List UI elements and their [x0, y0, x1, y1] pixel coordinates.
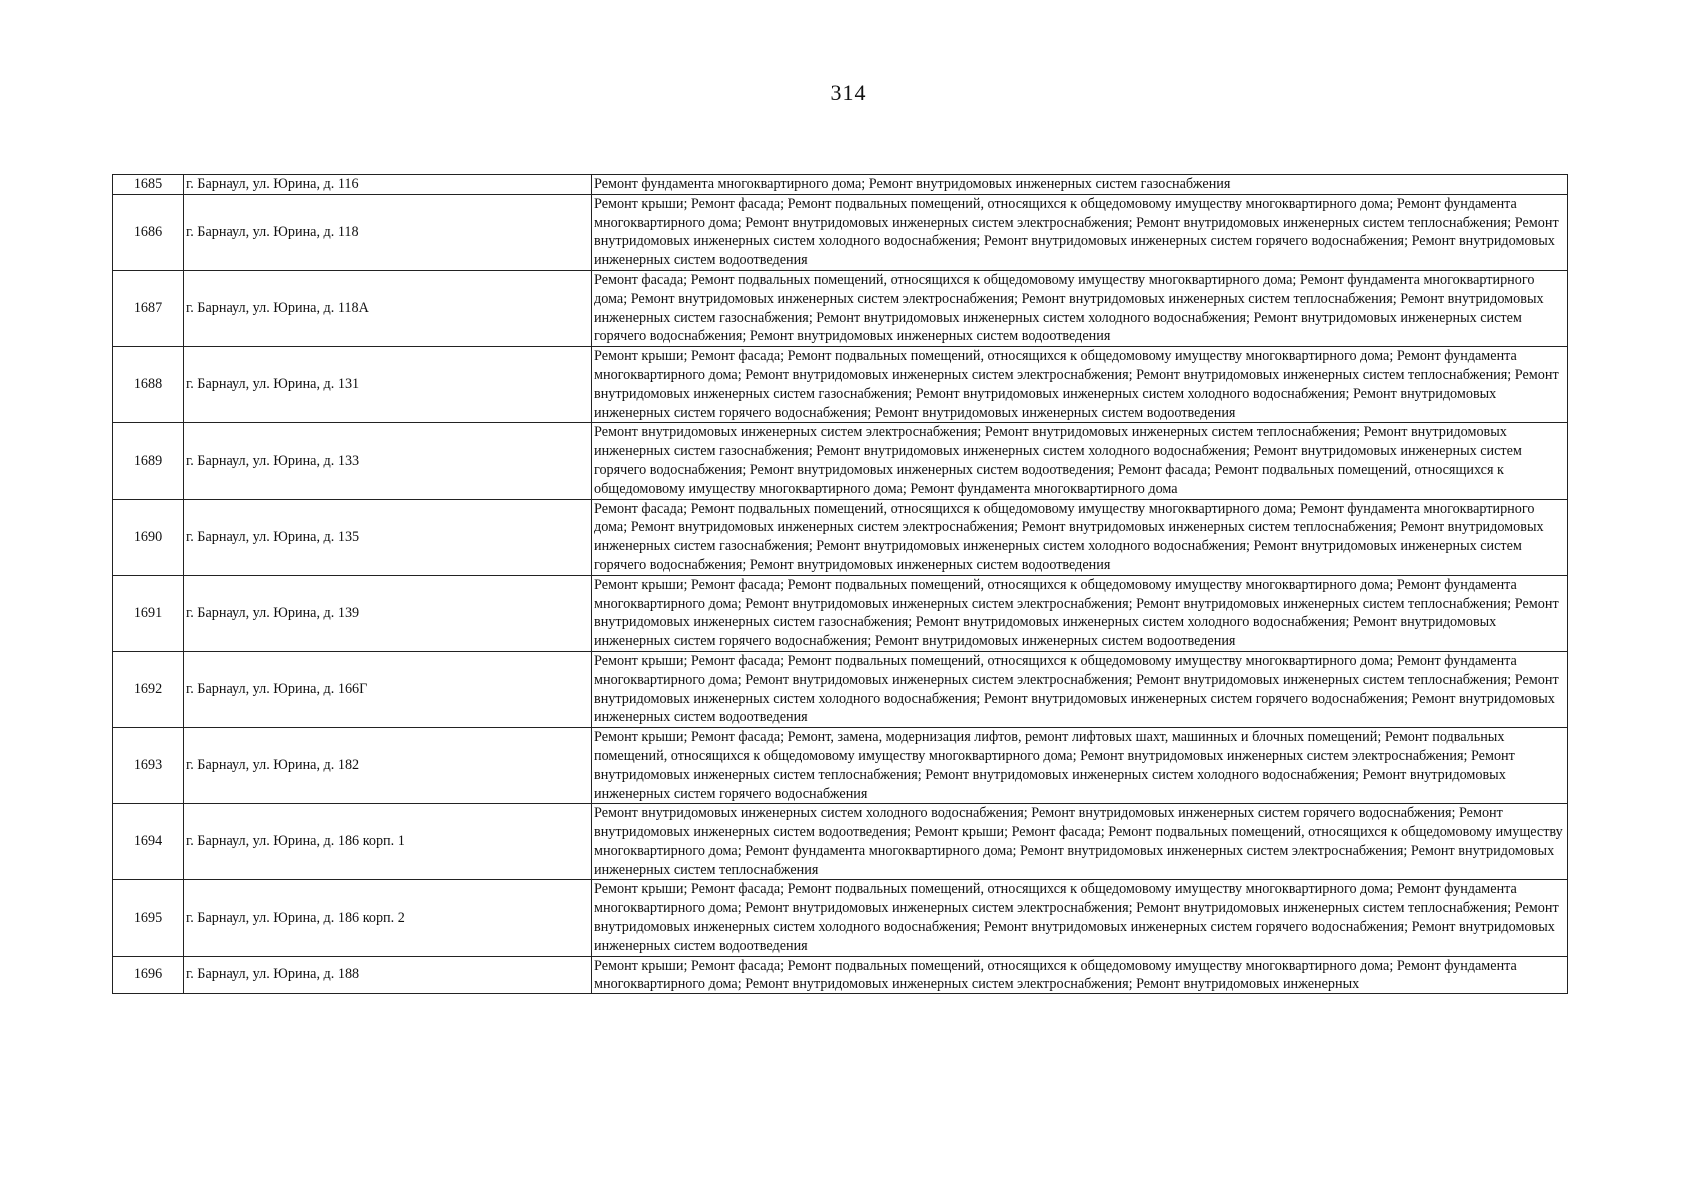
table-row [113, 270, 1568, 346]
row-number: 1685 [113, 175, 184, 195]
row-works: Ремонт внутридомовых инженерных систем электроснабжения; Ремонт внутридомовых инженерных систем теплоснабжения; Ремонт внутридомовых инженерных систем газоснабжения; Ремонт внутридомовых инженерных систем холодного водоснабжения; Ремонт внутридомовых инженерных систем горячего водоснабжения; Ремонт внутридомовых инженерных систем водоотведения; Ремонт фасада; Ремонт подвальных помещений, относящихся к общедомовому имуществу многоквартирного дома; Ремонт фундамента многоквартирного дома [592, 423, 1568, 499]
table-row [113, 651, 1568, 727]
row-address: г. Барнаул, ул. Юрина, д. 186 корп. 1 [184, 804, 592, 880]
row-works: Ремонт фасада; Ремонт подвальных помещений, относящихся к общедомовому имуществу многоквартирного дома; Ремонт фундамента многоквартирного дома; Ремонт внутридомовых инженерных систем электроснабжения; Ремонт внутридомовых инженерных систем теплоснабжения; Ремонт внутридомовых инженерных систем газоснабжения; Ремонт внутридомовых инженерных систем холодного водоснабжения; Ремонт внутридомовых инженерных систем горячего водоснабжения; Ремонт внутридомовых инженерных систем водоотведения [592, 270, 1568, 346]
row-address: г. Барнаул, ул. Юрина, д. 118 [184, 194, 592, 270]
row-works: Ремонт крыши; Ремонт фасада; Ремонт подвальных помещений, относящихся к общедомовому имуществу многоквартирного дома; Ремонт фундамента многоквартирного дома; Ремонт внутридомовых инженерных систем электроснабжения; Ремонт внутридомовых инженерных систем теплоснабжения; Ремонт внутридомовых инженерных систем газоснабжения; Ремонт внутридомовых инженерных систем холодного водоснабжения; Ремонт внутридомовых инженерных систем горячего водоснабжения; Ремонт внутридомовых инженерных систем водоотведения [592, 347, 1568, 423]
row-number: 1689 [113, 423, 184, 499]
row-number: 1686 [113, 194, 184, 270]
row-number: 1692 [113, 651, 184, 727]
row-works: Ремонт крыши; Ремонт фасада; Ремонт подвальных помещений, относящихся к общедомовому имуществу многоквартирного дома; Ремонт фундамента многоквартирного дома; Ремонт внутридомовых инженерных систем электроснабжения; Ремонт внутридомовых инженерных систем теплоснабжения; Ремонт внутридомовых инженерных систем холодного водоснабжения; Ремонт внутридомовых инженерных систем горячего водоснабжения; Ремонт внутридомовых инженерных систем водоотведения [592, 651, 1568, 727]
row-number: 1687 [113, 270, 184, 346]
row-address: г. Барнаул, ул. Юрина, д. 182 [184, 728, 592, 804]
row-address: г. Барнаул, ул. Юрина, д. 135 [184, 499, 592, 575]
row-number: 1694 [113, 804, 184, 880]
row-address: г. Барнаул, ул. Юрина, д. 166Г [184, 651, 592, 727]
row-works: Ремонт крыши; Ремонт фасада; Ремонт, замена, модернизация лифтов, ремонт лифтовых шахт, машинных и блочных помещений; Ремонт подвальных помещений, относящихся к общедомовому имуществу многоквартирного дома; Ремонт внутридомовых инженерных систем электроснабжения; Ремонт внутридомовых инженерных систем теплоснабжения; Ремонт внутридомовых инженерных систем холодного водоснабжения; Ремонт внутридомовых инженерных систем горячего водоснабжения [592, 728, 1568, 804]
row-works: Ремонт крыши; Ремонт фасада; Ремонт подвальных помещений, относящихся к общедомовому имуществу многоквартирного дома; Ремонт фундамента многоквартирного дома; Ремонт внутридомовых инженерных систем электроснабжения; Ремонт внутридомовых инженерных систем теплоснабжения; Ремонт внутридомовых инженерных систем газоснабжения; Ремонт внутридомовых инженерных систем холодного водоснабжения; Ремонт внутридомовых инженерных систем горячего водоснабжения; Ремонт внутридомовых инженерных систем водоотведения [592, 575, 1568, 651]
row-works-text: Ремонт крыши; Ремонт фасада; Ремонт подвальных помещений, относящихся к общедомовому имуществу многоквартирного дома; Ремонт фундамента многоквартирного дома; Ремонт внутридомовых инженерных систем электроснабжения; Ремонт внутридомовых инженерных [594, 957, 1517, 993]
table-row [113, 347, 1568, 423]
row-number: 1696 [113, 956, 184, 993]
row-address: г. Барнаул, ул. Юрина, д. 133 [184, 423, 592, 499]
row-works: Ремонт внутридомовых инженерных систем холодного водоснабжения; Ремонт внутридомовых инженерных систем горячего водоснабжения; Ремонт внутридомовых инженерных систем водоотведения; Ремонт крыши; Ремонт фасада; Ремонт подвальных помещений, относящихся к общедомовому имуществу многоквартирного дома; Ремонт фундамента многоквартирного дома; Ремонт внутридомовых инженерных систем электроснабжения; Ремонт внутридомовых инженерных систем теплоснабжения [592, 804, 1568, 880]
row-address: г. Барнаул, ул. Юрина, д. 186 корп. 2 [184, 880, 592, 956]
row-works [592, 956, 1568, 993]
row-number: 1691 [113, 575, 184, 651]
row-address: г. Барнаул, ул. Юрина, д. 116 [184, 175, 592, 195]
row-works: Ремонт фундамента многоквартирного дома; Ремонт внутридомовых инженерных систем газоснабжения [592, 175, 1568, 195]
row-number: 1693 [113, 728, 184, 804]
table-row [113, 956, 1568, 993]
row-address: г. Барнаул, ул. Юрина, д. 188 [184, 956, 592, 993]
table-row [113, 575, 1568, 651]
table-row [113, 499, 1568, 575]
table-row [113, 880, 1568, 956]
table-row [113, 423, 1568, 499]
works-table [112, 174, 1568, 994]
row-address: г. Барнаул, ул. Юрина, д. 118А [184, 270, 592, 346]
page-number: 314 [830, 80, 867, 105]
row-number: 1688 [113, 347, 184, 423]
row-number: 1690 [113, 499, 184, 575]
row-works: Ремонт крыши; Ремонт фасада; Ремонт подвальных помещений, относящихся к общедомовому имуществу многоквартирного дома; Ремонт фундамента многоквартирного дома; Ремонт внутридомовых инженерных систем электроснабжения; Ремонт внутридомовых инженерных систем теплоснабжения; Ремонт внутридомовых инженерных систем холодного водоснабжения; Ремонт внутридомовых инженерных систем горячего водоснабжения; Ремонт внутридомовых инженерных систем водоотведения [592, 880, 1568, 956]
table-row [113, 728, 1568, 804]
row-works: Ремонт фасада; Ремонт подвальных помещений, относящихся к общедомовому имуществу многоквартирного дома; Ремонт фундамента многоквартирного дома; Ремонт внутридомовых инженерных систем электроснабжения; Ремонт внутридомовых инженерных систем теплоснабжения; Ремонт внутридомовых инженерных систем газоснабжения; Ремонт внутридомовых инженерных систем холодного водоснабжения; Ремонт внутридомовых инженерных систем горячего водоснабжения; Ремонт внутридомовых инженерных систем водоотведения [592, 499, 1568, 575]
row-address: г. Барнаул, ул. Юрина, д. 131 [184, 347, 592, 423]
row-number: 1695 [113, 880, 184, 956]
table-row [113, 194, 1568, 270]
table-row [113, 804, 1568, 880]
table-row [113, 175, 1568, 195]
row-address: г. Барнаул, ул. Юрина, д. 139 [184, 575, 592, 651]
row-works: Ремонт крыши; Ремонт фасада; Ремонт подвальных помещений, относящихся к общедомовому имуществу многоквартирного дома; Ремонт фундамента многоквартирного дома; Ремонт внутридомовых инженерных систем электроснабжения; Ремонт внутридомовых инженерных систем теплоснабжения; Ремонт внутридомовых инженерных систем холодного водоснабжения; Ремонт внутридомовых инженерных систем горячего водоснабжения; Ремонт внутридомовых инженерных систем водоотведения [592, 194, 1568, 270]
